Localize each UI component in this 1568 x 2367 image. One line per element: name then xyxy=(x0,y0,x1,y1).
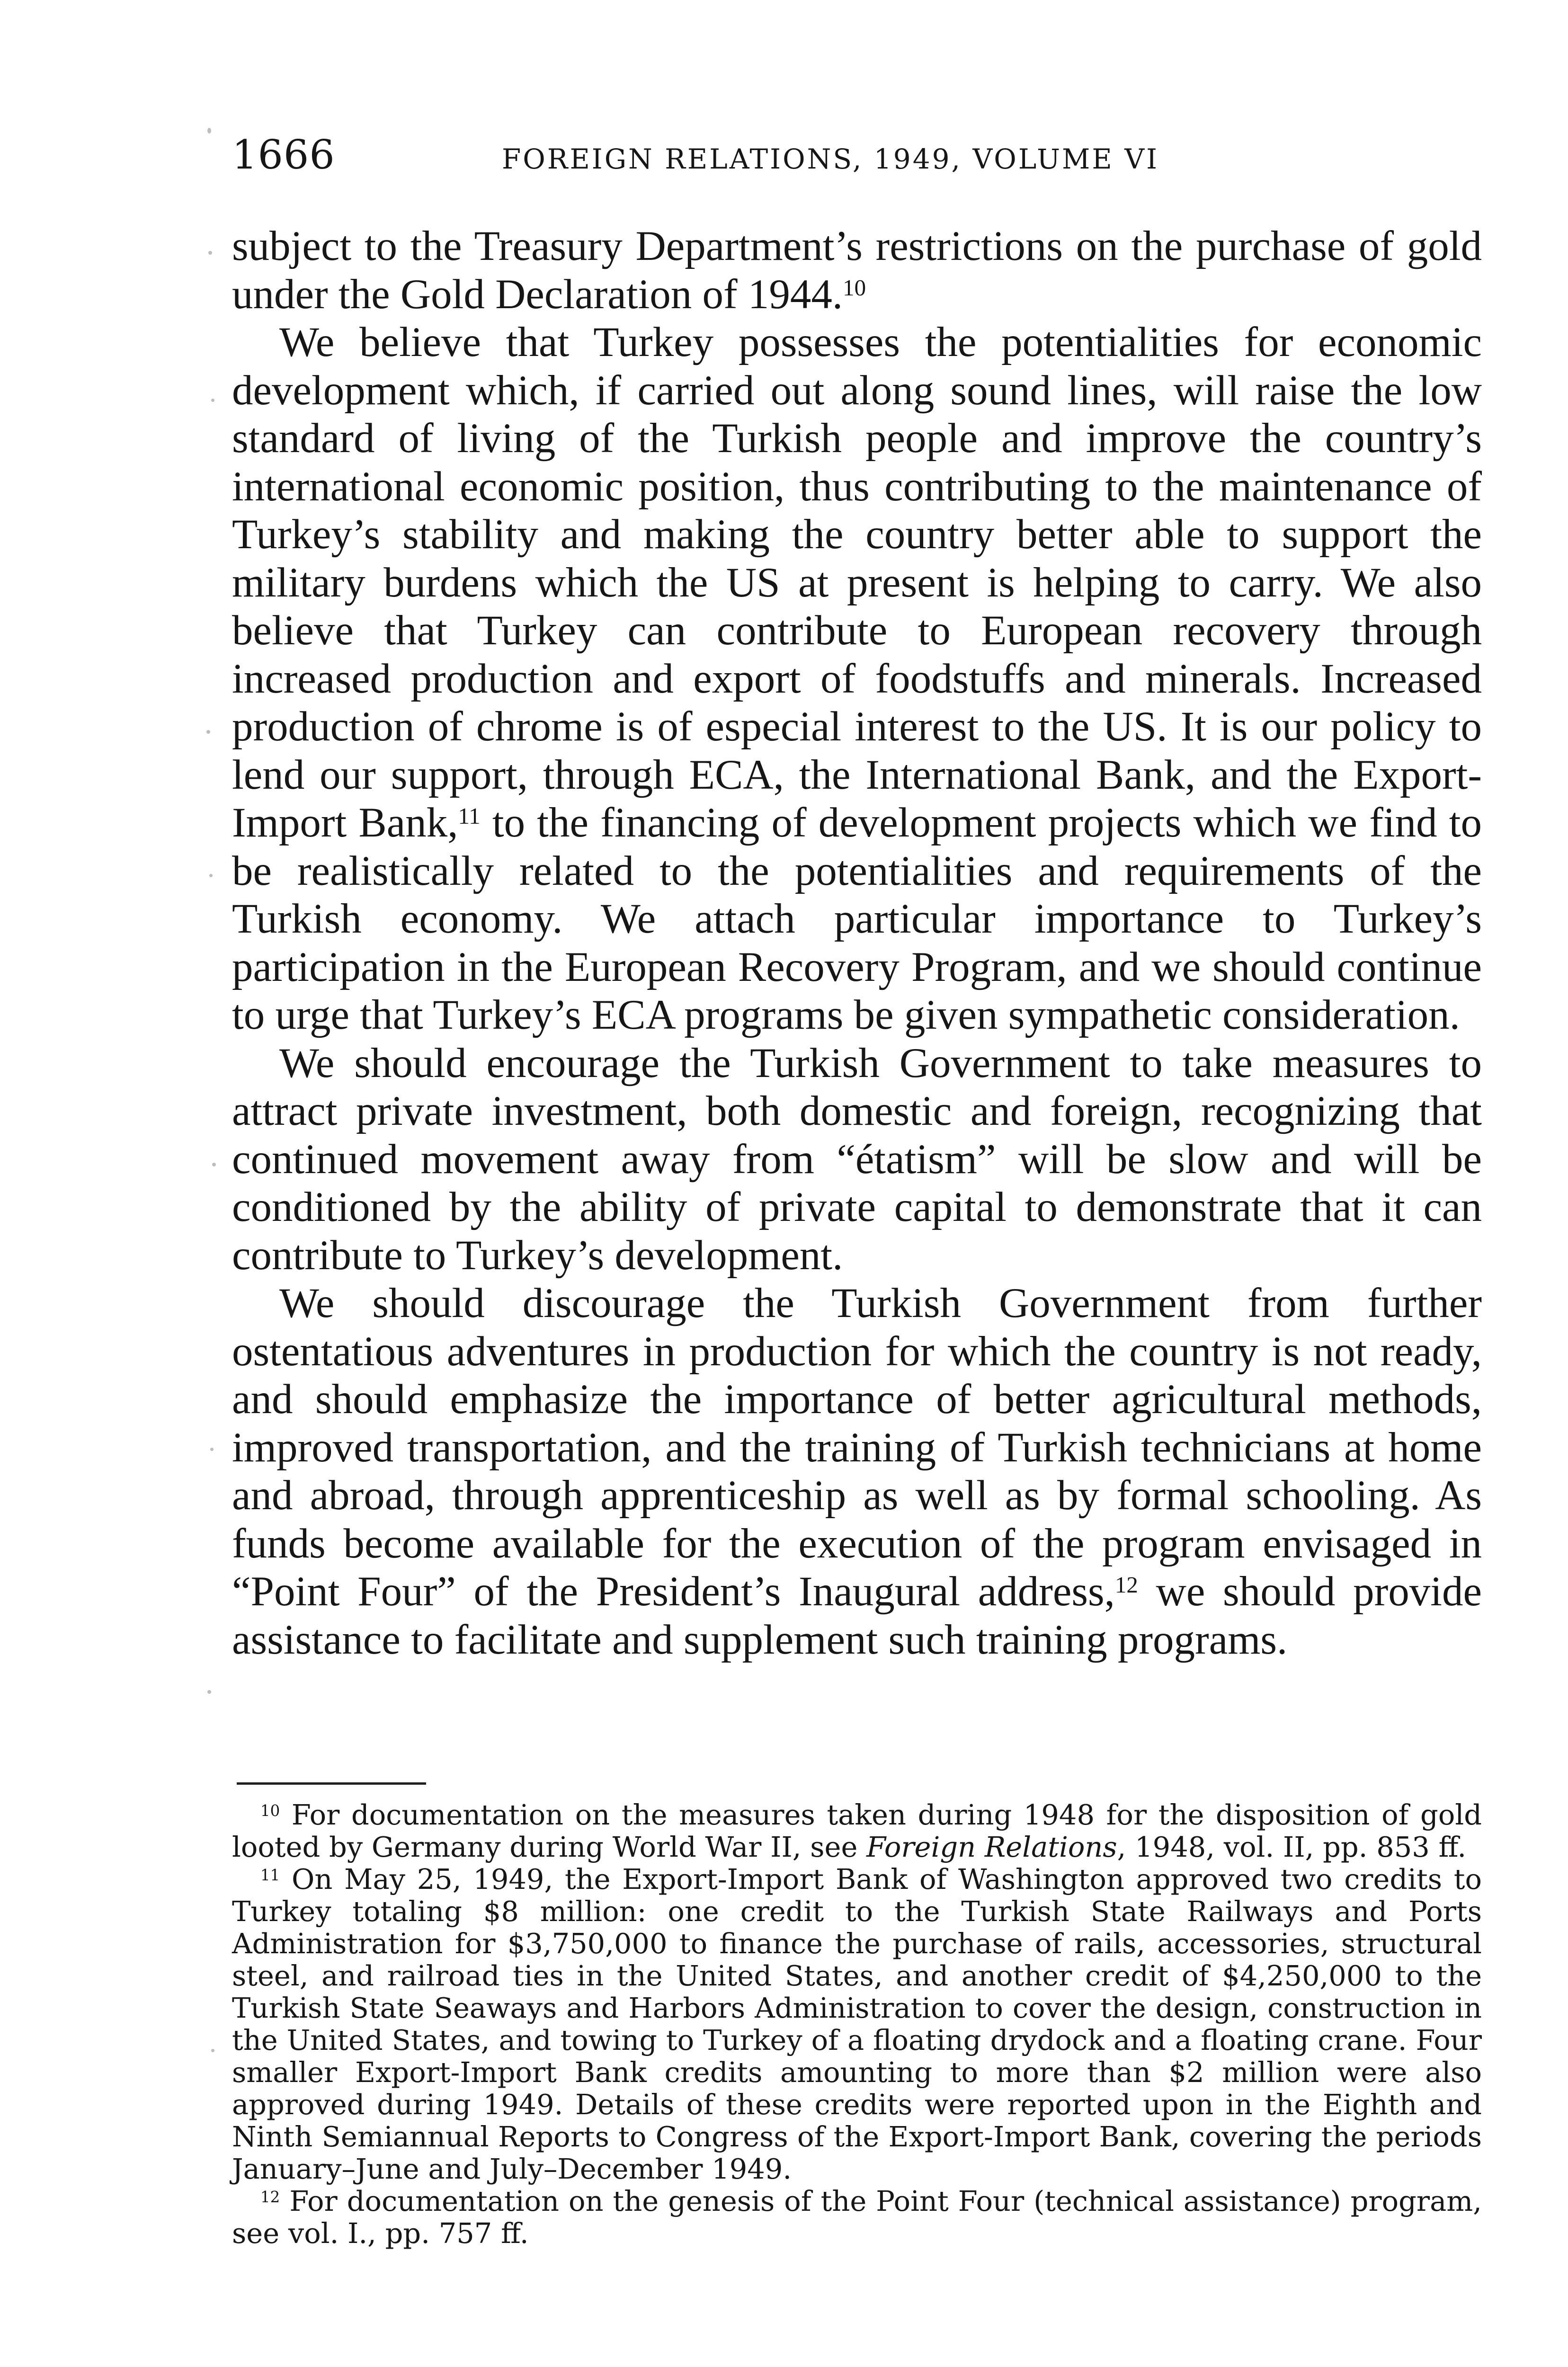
scan-speck xyxy=(207,1690,211,1694)
paragraph-text: subject to the Treasury Department’s restrictions on the purchase of gold under the Gold Declaration of 1944. xyxy=(232,223,1482,318)
scan-speck xyxy=(207,128,211,133)
scan-speck xyxy=(211,2049,214,2052)
paragraph-text: We should discourage the Turkish Government from further ostentatious adventures in production for which the country is not ready, and should emphasize the importance of better agricultural methods, improved transportation, and the training of Turkish technicians at home and abroad, through apprenticeship as well as by formal schooling. As funds become available for the execution of the program envisaged in “Point Four” of the President’s Inaugural address, xyxy=(232,1280,1482,1615)
body-paragraph xyxy=(232,1280,1482,1664)
footnote-12 xyxy=(232,2185,1482,2250)
body-text xyxy=(232,222,1482,1664)
footnote-number: 12 xyxy=(260,2188,280,2207)
paragraph-text: We should encourage the Turkish Government to take measures to attract private investment, both domestic and foreign, recognizing that continued movement away from “étatism” will be slow and will be conditioned by the ability of private capital to demonstrate that it can contribute to Turkey’s development. xyxy=(232,1040,1482,1279)
body-paragraph xyxy=(232,1040,1482,1280)
scan-speck xyxy=(211,399,214,402)
footnotes xyxy=(232,1799,1482,2250)
scan-speck xyxy=(209,874,213,877)
paragraph-text: to the financing of development projects which we find to be realistically related to the potentialities and requirements of the Turkish economy. We attach particular importance to Turkey’s participation in the European Recovery Program, and we should continue to urge that Turkey’s ECA programs be given sympathetic consideration. xyxy=(232,800,1482,1038)
page-number: 1666 xyxy=(232,132,335,178)
footnote-ref-12: 12 xyxy=(1114,1572,1138,1598)
scan-speck xyxy=(210,1448,214,1451)
footnote-text: For documentation on the measures taken during 1948 for the disposition of gold looted by Germany during World War II, see xyxy=(232,1798,1482,1863)
page-header xyxy=(232,128,1487,180)
footnote-10 xyxy=(232,1799,1482,1863)
running-head: FOREIGN RELATIONS, 1949, VOLUME VI xyxy=(502,143,1159,175)
scan-speck xyxy=(212,1163,216,1166)
footnote-text: On May 25, 1949, the Export-Import Bank of Washington approved two credits to Turkey totaling $8 million: one credit to the Turkish State Railways and Ports Administration for $3,750,000 to finance the purchase of rails, accessories, structural steel, and railroad ties in the United States, and another credit of $4,250,000 to the Turkish State Seaways and Harbors Administration to cover the design, construction in the United States, and towing to Turkey of a floating drydock and a floating crane. Four smaller Export-Import Bank credits amounting to more than $2 million were also approved during 1949. Details of these credits were reported upon in the Eighth and Ninth Semiannual Reports to Congress of the Export-Import Bank, covering the periods January–June and July–December 1949. xyxy=(232,1863,1482,2185)
body-paragraph xyxy=(232,319,1482,1040)
footnote-divider xyxy=(237,1782,426,1785)
footnote-number: 10 xyxy=(260,1802,280,1820)
footnote-ref-10: 10 xyxy=(843,274,866,301)
footnote-number: 11 xyxy=(260,1866,280,1885)
footnote-11 xyxy=(232,1863,1482,2185)
scan-speck xyxy=(208,251,212,255)
body-paragraph xyxy=(232,222,1482,319)
footnote-ref-11: 11 xyxy=(458,803,481,829)
footnote-text: , 1948, vol. II, pp. 853 ff. xyxy=(1117,1831,1467,1863)
paragraph-text: We believe that Turkey possesses the potentialities for economic development which, if carried out along sound lines, will raise the low standard of living of the Turkish people and improve the country’s international economic position, thus contributing to the maintenance of Turkey’s stability and making the country better able to support the military burdens which the US at present is helping to carry. We also believe that Turkey can contribute to European recovery through increased production and export of foodstuffs and minerals. Increased production of chrome is of especial interest to the US. It is our policy to lend our support, through ECA, the International Bank, and the Export-Import Bank, xyxy=(232,319,1482,846)
footnote-citation-title: Foreign Relations xyxy=(866,1831,1117,1863)
paragraph-text: we should provide assistance to facilitate and supplement such training programs. xyxy=(232,1568,1482,1663)
scan-speck xyxy=(206,730,210,734)
footnote-text: For documentation on the genesis of the Point Four (technical assistance) program, see vol. I., pp. 757 ff. xyxy=(232,2185,1482,2250)
